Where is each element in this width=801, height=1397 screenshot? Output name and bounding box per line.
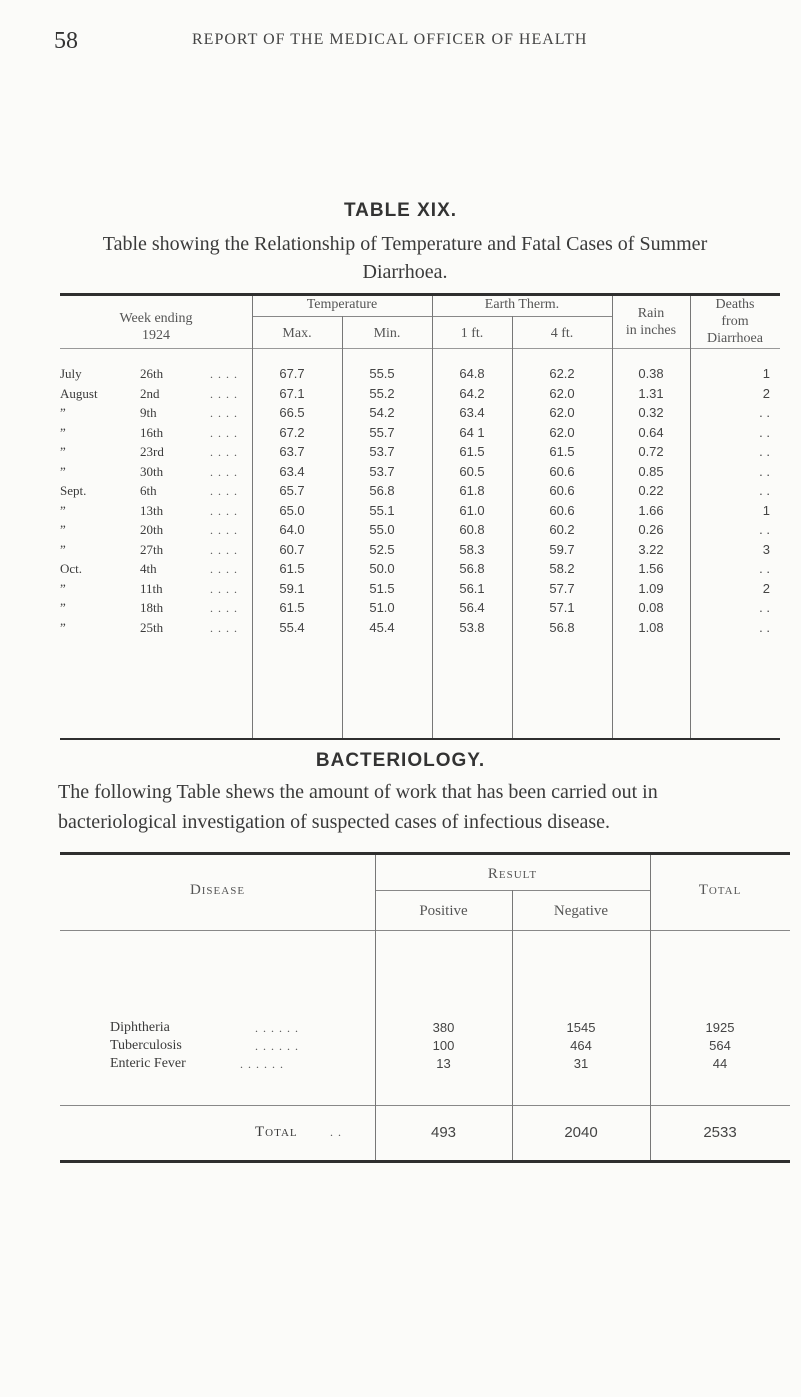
page-number: 58: [54, 28, 78, 54]
row-total: 44: [712, 1056, 728, 1071]
row-day: 9th: [140, 405, 157, 420]
header-deaths-from: from: [721, 314, 749, 329]
row-total: 564: [709, 1038, 731, 1053]
row-4ft: 61.5: [549, 444, 575, 459]
row-deaths: 1: [762, 502, 770, 518]
row-deaths: 2: [762, 385, 770, 401]
row-day: 2nd: [140, 385, 160, 401]
leader-dots: . . . .: [210, 425, 238, 440]
row-1ft: 61.0: [459, 502, 485, 518]
leader-dots: . . . .: [210, 601, 238, 615]
row-deaths: . .: [759, 424, 770, 440]
row-max: 61.5: [279, 600, 305, 615]
row-max: 59.1: [279, 580, 305, 596]
row-deaths: . .: [759, 405, 770, 420]
header-4ft: 4 ft.: [550, 326, 574, 341]
row-day: 30th: [140, 463, 164, 479]
row-day: 6th: [140, 483, 157, 498]
row-negative: 464: [570, 1038, 592, 1053]
row-max: 63.4: [279, 463, 305, 479]
row-month: ”: [60, 463, 66, 479]
row-4ft: 58.2: [549, 561, 575, 576]
leader-dots: . . . .: [210, 503, 238, 518]
header-rain: [612, 305, 690, 339]
row-month: ”: [60, 405, 66, 420]
header-positive: Positive: [419, 903, 468, 919]
row-positive: 100: [432, 1038, 455, 1053]
row-1ft: 64 1: [459, 424, 485, 440]
row-rain: 3.22: [638, 541, 664, 557]
row-1ft: 61.8: [459, 483, 485, 498]
row-min: 51.0: [369, 600, 395, 615]
row-month: July: [60, 366, 82, 381]
row-day: 20th: [140, 522, 164, 537]
header-min: Min.: [373, 326, 401, 341]
row-month: August: [60, 385, 98, 401]
table-title: TABLE XIX.: [343, 200, 458, 221]
row-4ft: 60.6: [549, 502, 575, 518]
section-title: BACTERIOLOGY.: [315, 750, 486, 771]
row-4ft: 62.0: [549, 424, 575, 440]
leader-dots: . . . .: [210, 464, 238, 479]
row-1ft: 64.2: [459, 385, 485, 401]
leader-dots: . . . . . .: [240, 1057, 284, 1071]
row-min: 53.7: [369, 463, 395, 479]
row-4ft: 57.1: [549, 600, 575, 615]
row-day: 4th: [140, 561, 157, 576]
row-deaths: 3: [762, 541, 770, 557]
row-month: ”: [60, 541, 66, 557]
row-rain: 0.38: [638, 366, 664, 381]
row-max: 63.7: [279, 444, 305, 459]
row-min: 45.4: [369, 619, 395, 635]
total-positive: 493: [430, 1124, 457, 1141]
row-max: 67.2: [279, 424, 305, 440]
leader-dots: . . . .: [210, 581, 238, 596]
header-deaths-cause: Diarrhoea: [707, 331, 763, 346]
row-max: 66.5: [279, 405, 305, 420]
header-result: Result: [487, 866, 538, 882]
row-month: ”: [60, 424, 66, 440]
header-negative: Negative: [553, 903, 609, 919]
earth-subrule: [432, 316, 612, 317]
header-disease: Disease: [189, 882, 246, 898]
row-day: 27th: [140, 541, 164, 557]
leader-dots: . . . .: [210, 484, 238, 498]
row-deaths: . .: [759, 522, 770, 537]
row-day: 11th: [140, 580, 163, 596]
row-deaths: . .: [759, 600, 770, 615]
row-month: ”: [60, 619, 66, 635]
total-total: 2533: [703, 1124, 737, 1141]
row-rain: 0.32: [638, 405, 664, 420]
row-min: 55.2: [369, 385, 395, 401]
row-min: 55.0: [369, 522, 395, 537]
leader-dots: . . . .: [210, 562, 238, 576]
row-day: 23rd: [140, 444, 164, 459]
row-4ft: 60.2: [549, 522, 575, 537]
btable-header-rule: [60, 930, 790, 931]
header-1ft: 1 ft.: [460, 326, 484, 341]
row-rain: 0.64: [638, 424, 664, 440]
row-month: ”: [60, 600, 66, 615]
row-min: 54.2: [369, 405, 395, 420]
header-week-ending: [60, 310, 252, 344]
row-min: 52.5: [369, 541, 395, 557]
leader-dots: . . . .: [210, 386, 238, 401]
row-1ft: 64.8: [459, 366, 485, 381]
row-deaths: . .: [759, 619, 770, 635]
row-max: 65.0: [279, 502, 305, 518]
header-week-label: Week ending: [119, 311, 193, 326]
row-rain: 1.09: [638, 580, 664, 596]
row-deaths: 1: [762, 366, 770, 381]
row-4ft: 60.6: [549, 463, 575, 479]
row-4ft: 62.0: [549, 385, 575, 401]
total-negative: 2040: [564, 1124, 598, 1141]
header-bottom-rule: [60, 348, 780, 349]
row-1ft: 60.8: [459, 522, 485, 537]
table-caption: Table showing the Relationship of Temperature and Fatal Cases of Summer Diarrhoea.: [102, 233, 708, 283]
header-temperature: Temperature: [306, 297, 378, 312]
leader-dots: . . . .: [210, 445, 238, 459]
row-1ft: 53.8: [459, 619, 485, 635]
row-min: 56.8: [369, 483, 395, 498]
row-rain: 0.85: [638, 463, 664, 479]
row-max: 65.7: [279, 483, 305, 498]
row-month: ”: [60, 444, 66, 459]
row-min: 53.7: [369, 444, 395, 459]
row-min: 51.5: [369, 580, 395, 596]
header-rain-label: Rain: [637, 306, 665, 321]
row-1ft: 58.3: [459, 541, 485, 557]
header-rain-unit: in inches: [625, 323, 677, 338]
row-1ft: 56.8: [459, 561, 485, 576]
row-rain: 1.56: [638, 561, 664, 576]
row-negative: 1545: [566, 1020, 596, 1035]
row-4ft: 60.6: [549, 483, 575, 498]
leader-dots: . . . . . .: [255, 1039, 299, 1053]
header-max: Max.: [282, 326, 312, 341]
btable-bottom-rule: [60, 1160, 790, 1163]
row-total: 1925: [705, 1020, 735, 1035]
row-4ft: 59.7: [549, 541, 575, 557]
btable-top-rule: [60, 852, 790, 855]
leader-dots: . . . .: [210, 523, 238, 537]
row-deaths: . .: [759, 463, 770, 479]
row-rain: 0.72: [638, 444, 664, 459]
header-earth-therm: Earth Therm.: [484, 297, 560, 312]
row-disease: Enteric Fever: [110, 1056, 186, 1071]
total-label: Total: [255, 1124, 298, 1140]
row-day: 18th: [140, 600, 164, 615]
row-deaths: 2: [762, 580, 770, 596]
row-disease: Tuberculosis: [110, 1038, 182, 1053]
row-day: 25th: [140, 619, 164, 635]
row-rain: 1.08: [638, 619, 664, 635]
row-1ft: 56.1: [459, 580, 485, 596]
row-4ft: 62.2: [549, 366, 575, 381]
leader-dots: . . . .: [210, 542, 238, 557]
row-month: ”: [60, 580, 66, 596]
row-day: 13th: [140, 502, 164, 518]
row-day: 26th: [140, 366, 164, 381]
row-rain: 0.26: [638, 522, 664, 537]
row-4ft: 56.8: [549, 619, 575, 635]
leader-dots: . . . . . .: [255, 1021, 299, 1035]
row-min: 55.1: [369, 502, 395, 518]
row-month: Oct.: [60, 561, 83, 576]
row-positive: 380: [432, 1020, 455, 1035]
row-max: 67.7: [279, 366, 305, 381]
row-rain: 1.31: [638, 385, 664, 401]
row-month: ”: [60, 522, 66, 537]
header-deaths-label: Deaths: [715, 297, 755, 312]
row-1ft: 56.4: [459, 600, 485, 615]
row-month: ”: [60, 502, 66, 518]
leader-dots: . . . .: [210, 620, 238, 635]
row-max: 64.0: [279, 522, 305, 537]
header-year: 1924: [142, 328, 170, 343]
row-month: Sept.: [60, 483, 87, 498]
row-rain: 0.08: [638, 600, 664, 615]
col-divider: [375, 855, 376, 1160]
row-max: 67.1: [279, 385, 305, 401]
row-max: 60.7: [279, 541, 305, 557]
table-bottom-rule: [60, 738, 780, 740]
row-max: 55.4: [279, 619, 305, 635]
intro-paragraph: The following Table shews the amount of work that has been carried out in bacteriological investigation of suspected cases of infectious disease.: [58, 781, 658, 833]
row-negative: 31: [573, 1056, 589, 1071]
row-deaths: . .: [759, 561, 770, 576]
col-divider: [650, 855, 651, 1160]
header-total: Total: [698, 882, 742, 898]
row-deaths: . .: [759, 483, 770, 498]
row-min: 55.7: [369, 424, 395, 440]
leader-dots: . .: [330, 1125, 342, 1139]
row-1ft: 60.5: [459, 463, 485, 479]
leader-dots: . . . .: [210, 367, 238, 381]
header-deaths: [690, 296, 780, 347]
btable-total-rule: [60, 1105, 790, 1106]
row-day: 16th: [140, 424, 164, 440]
row-rain: 1.66: [638, 502, 664, 518]
row-min: 55.5: [369, 366, 395, 381]
row-4ft: 57.7: [549, 580, 575, 596]
row-rain: 0.22: [638, 483, 664, 498]
row-positive: 13: [436, 1056, 451, 1071]
running-head: REPORT OF THE MEDICAL OFFICER OF HEALTH: [192, 31, 588, 48]
row-1ft: 61.5: [459, 444, 485, 459]
leader-dots: . . . .: [210, 406, 238, 420]
row-max: 61.5: [279, 561, 305, 576]
row-deaths: . .: [759, 444, 770, 459]
row-disease: Diphtheria: [110, 1020, 170, 1035]
row-4ft: 62.0: [549, 405, 575, 420]
row-min: 50.0: [369, 561, 395, 576]
row-1ft: 63.4: [459, 405, 485, 420]
